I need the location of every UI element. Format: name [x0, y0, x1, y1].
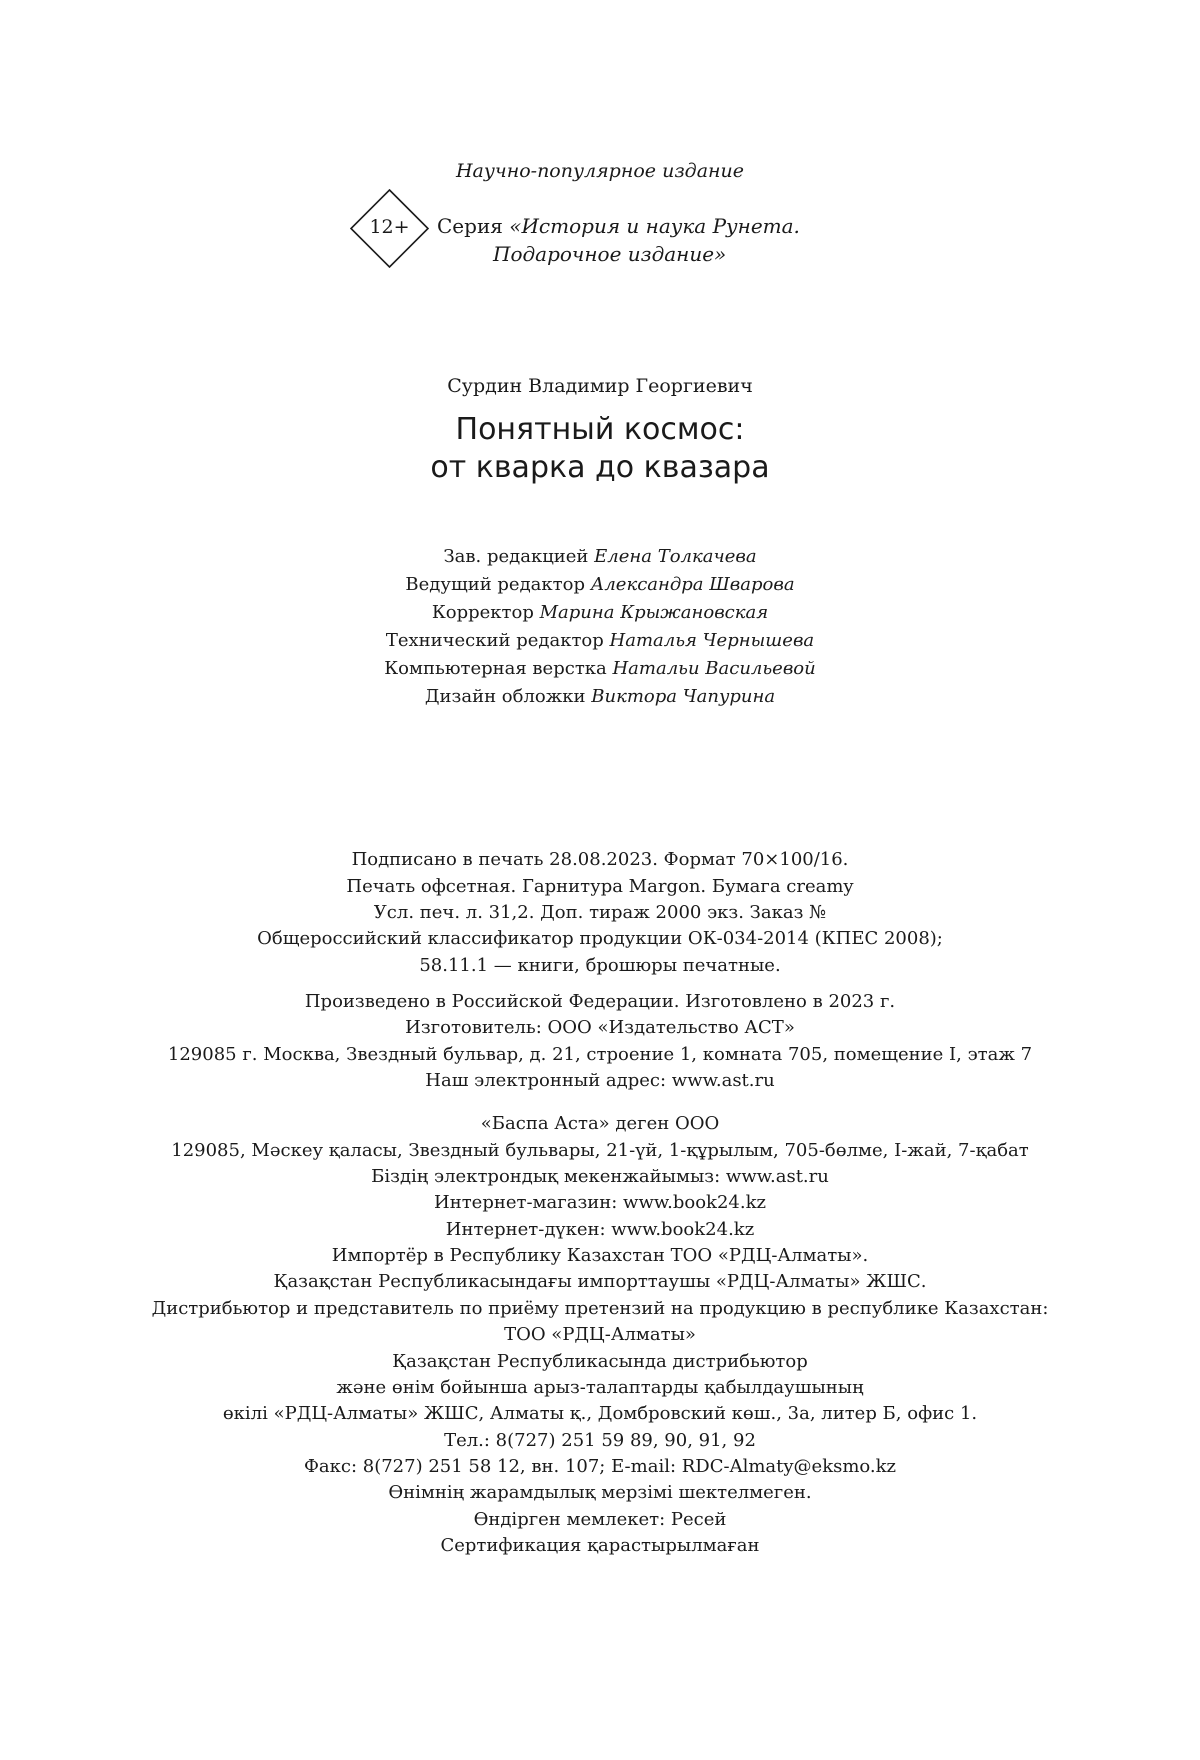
kazakh-info-line: Сертификация қарастырылмаған	[440, 1535, 760, 1556]
series-prefix: Серия	[437, 214, 510, 238]
credit-role: Компьютерная верстка	[384, 658, 613, 679]
credit-name: Наталья Чернышева	[609, 630, 815, 651]
kazakh-info-line: Қазақстан Республикасындағы импорттаушы «РДЦ-Алматы» ЖШС.	[273, 1271, 927, 1292]
credit-line	[0, 686, 1200, 707]
print-info-line: 58.11.1 — книги, брошюры печатные.	[419, 955, 781, 976]
credit-name: Виктора Чапурина	[591, 686, 776, 707]
kazakh-info-line: Импортёр в Республику Казахстан ТОО «РДЦ-Алматы».	[331, 1245, 869, 1266]
print-info-line: Усл. печ. л. 31,2. Доп. тираж 2000 экз. Заказ №	[373, 902, 827, 923]
credit-role: Ведущий редактор	[405, 574, 591, 595]
credit-role: Технический редактор	[385, 630, 610, 651]
manufacturer-line: Произведено в Российской Федерации. Изготовлено в 2023 г.	[304, 991, 896, 1012]
credit-line	[0, 602, 1200, 623]
kazakh-info-line: ТОО «РДЦ-Алматы»	[504, 1324, 696, 1345]
credit-line	[0, 546, 1200, 567]
credit-name: Александра Шварова	[590, 574, 795, 595]
series-name-part2: Подарочное издание»	[493, 242, 727, 266]
kazakh-info-line: Өндірген мемлекет: Ресей	[473, 1509, 727, 1530]
author-name: Сурдин Владимир Георгиевич	[447, 375, 753, 397]
kazakh-info-line: Қазақстан Республикасында дистрибьютор	[392, 1351, 808, 1372]
series-line-1	[437, 214, 800, 238]
age-rating-label: 12+	[369, 216, 410, 238]
kazakh-info-line: Біздің электрондық мекенжайымыз: www.ast.ru	[371, 1166, 829, 1187]
credit-name: Елена Толкачева	[594, 546, 757, 567]
credit-role: Дизайн обложки	[424, 686, 592, 707]
credit-role: Корректор	[431, 602, 540, 623]
kazakh-info-line: «Баспа Аста» деген ООО	[480, 1113, 720, 1134]
manufacturer-line: 129085 г. Москва, Звездный бульвар, д. 21, строение 1, комната 705, помещение I, этаж 7	[167, 1044, 1033, 1065]
credit-line	[0, 658, 1200, 679]
manufacturer-line: Изготовитель: ООО «Издательство АСТ»	[405, 1017, 795, 1038]
kazakh-info-line: Өнімнің жарамдылық мерзімі шектелмеген.	[388, 1482, 812, 1503]
series-name-part1: «История и наука Рунета.	[509, 214, 800, 238]
credit-role: Зав. редакцией	[443, 546, 595, 567]
kazakh-info-line: Дистрибьютор и представитель по приёму претензий на продукцию в республике Казахстан:	[151, 1298, 1049, 1319]
kazakh-info-line: өкілі «РДЦ-Алматы» ЖШС, Алматы қ., Домбровский көш., 3а, литер Б, офис 1.	[222, 1403, 978, 1424]
manufacturer-line: Наш электронный адрес: www.ast.ru	[425, 1070, 775, 1091]
kazakh-info-line: Интернет-магазин: www.book24.kz	[434, 1192, 766, 1213]
credit-line	[0, 630, 1200, 651]
book-title-line2: от кварка до квазара	[430, 450, 770, 485]
print-info-line: Печать офсетная. Гарнитура Margon. Бумага creamy	[346, 876, 854, 897]
credit-name: Натальи Васильевой	[612, 658, 816, 679]
kazakh-info-line: Интернет-дүкен: www.book24.kz	[445, 1219, 755, 1240]
print-info-line: Подписано в печать 28.08.2023. Формат 70×100/16.	[351, 849, 849, 870]
book-title-line1: Понятный космос:	[455, 412, 745, 447]
age-rating-badge	[350, 189, 429, 268]
edition-type: Научно-популярное издание	[455, 160, 745, 182]
print-info-line: Общероссийский классификатор продукции ОК-034-2014 (КПЕС 2008);	[257, 928, 943, 949]
kazakh-info-line: және өнім бойынша арыз-талаптарды қабылдаушының	[336, 1377, 864, 1398]
kazakh-info-line: 129085, Мәскеу қаласы, Звездный бульвары, 21-үй, 1-құрылым, 705-бөлме, I-жай, 7-қабат	[171, 1140, 1029, 1161]
credit-line	[0, 574, 1200, 595]
credit-name: Марина Крыжановская	[539, 602, 769, 623]
kazakh-info-line: Факс: 8(727) 251 58 12, вн. 107; E-mail: RDC-Almaty@eksmo.kz	[303, 1456, 897, 1477]
kazakh-info-line: Тел.: 8(727) 251 59 89, 90, 91, 92	[444, 1430, 756, 1451]
